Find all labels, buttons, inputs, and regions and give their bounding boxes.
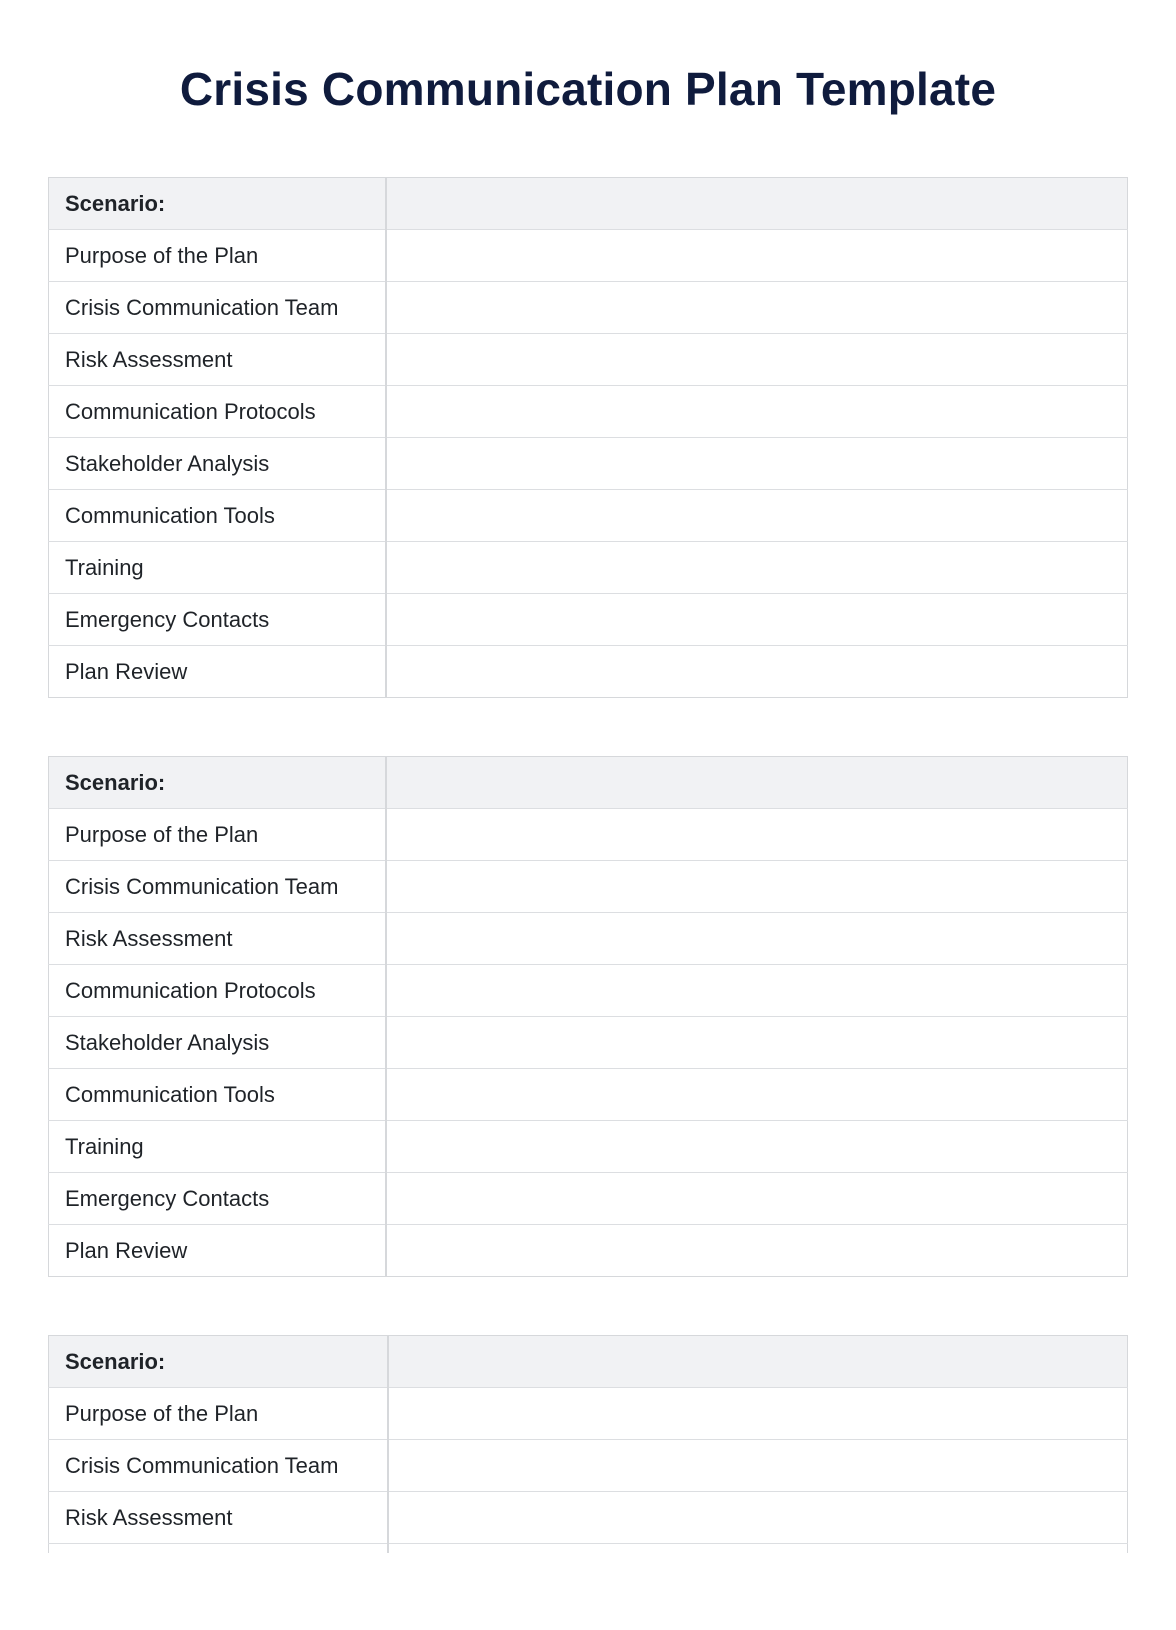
- table-row: [49, 282, 1128, 334]
- row-value-field[interactable]: [388, 1544, 1128, 1554]
- row-value-field[interactable]: [386, 386, 1128, 438]
- row-label: Purpose of the Plan: [49, 230, 386, 282]
- table-row: [49, 1440, 1128, 1492]
- scenario-value-field[interactable]: [386, 757, 1128, 809]
- scenario-label: Scenario:: [49, 1336, 388, 1388]
- row-label: Emergency Contacts: [49, 1173, 386, 1225]
- table-3-clip: [48, 1335, 1130, 1553]
- scenario-table-2: [48, 756, 1128, 1277]
- table-row: [49, 913, 1128, 965]
- scenario-table-1: [48, 177, 1128, 698]
- row-value-field[interactable]: [386, 1173, 1128, 1225]
- row-label: Training: [49, 1121, 386, 1173]
- row-label: Communication Tools: [49, 1069, 386, 1121]
- table-row: [49, 334, 1128, 386]
- row-label: Crisis Communication Team: [49, 1440, 388, 1492]
- row-label: Risk Assessment: [49, 1492, 388, 1544]
- row-value-field[interactable]: [386, 913, 1128, 965]
- row-label: Crisis Communication Team: [49, 282, 386, 334]
- scenario-label: Scenario:: [49, 178, 386, 230]
- row-value-field[interactable]: [388, 1388, 1128, 1440]
- row-label: Communication Tools: [49, 490, 386, 542]
- table-row: [49, 809, 1128, 861]
- row-label: Plan Review: [49, 1225, 386, 1277]
- row-label: [49, 1544, 388, 1554]
- row-value-field[interactable]: [386, 230, 1128, 282]
- row-label: Purpose of the Plan: [49, 1388, 388, 1440]
- table-row: [49, 1173, 1128, 1225]
- row-label: Crisis Communication Team: [49, 861, 386, 913]
- row-value-field[interactable]: [386, 809, 1128, 861]
- table-row: [49, 542, 1128, 594]
- row-value-field[interactable]: [386, 1121, 1128, 1173]
- row-value-field[interactable]: [388, 1440, 1128, 1492]
- table-row: [49, 490, 1128, 542]
- table-row: [49, 386, 1128, 438]
- table-row: [49, 965, 1128, 1017]
- row-label: Risk Assessment: [49, 913, 386, 965]
- row-value-field[interactable]: [386, 490, 1128, 542]
- row-value-field[interactable]: [386, 861, 1128, 913]
- table-row: [49, 1121, 1128, 1173]
- row-value-field[interactable]: [386, 542, 1128, 594]
- scenario-value-field[interactable]: [386, 178, 1128, 230]
- row-value-field[interactable]: [388, 1492, 1128, 1544]
- row-label: Stakeholder Analysis: [49, 438, 386, 490]
- page-title: Crisis Communication Plan Template: [179, 63, 997, 115]
- table-header-row: [49, 1336, 1128, 1388]
- row-value-field[interactable]: [386, 1069, 1128, 1121]
- table-row: [49, 1069, 1128, 1121]
- row-value-field[interactable]: [386, 1017, 1128, 1069]
- table-header-row: [49, 178, 1128, 230]
- scenario-table-3: [48, 1335, 1128, 1553]
- table-row: [49, 438, 1128, 490]
- row-label: Communication Protocols: [49, 965, 386, 1017]
- row-label: Communication Protocols: [49, 386, 386, 438]
- row-label: Plan Review: [49, 646, 386, 698]
- row-value-field[interactable]: [386, 1225, 1128, 1277]
- row-value-field[interactable]: [386, 334, 1128, 386]
- table-header-row: [49, 757, 1128, 809]
- row-value-field[interactable]: [386, 282, 1128, 334]
- table-row: [49, 1225, 1128, 1277]
- scenario-label: Scenario:: [49, 757, 386, 809]
- table-row: [49, 1544, 1128, 1554]
- table-row: [49, 861, 1128, 913]
- table-row: [49, 1492, 1128, 1544]
- row-label: Purpose of the Plan: [49, 809, 386, 861]
- table-row: [49, 230, 1128, 282]
- row-label: Stakeholder Analysis: [49, 1017, 386, 1069]
- row-value-field[interactable]: [386, 965, 1128, 1017]
- table-row: [49, 646, 1128, 698]
- row-label: Risk Assessment: [49, 334, 386, 386]
- row-value-field[interactable]: [386, 594, 1128, 646]
- scenario-value-field[interactable]: [388, 1336, 1128, 1388]
- table-row: [49, 1017, 1128, 1069]
- row-value-field[interactable]: [386, 646, 1128, 698]
- table-row: [49, 1388, 1128, 1440]
- row-label: Emergency Contacts: [49, 594, 386, 646]
- row-label: Training: [49, 542, 386, 594]
- row-value-field[interactable]: [386, 438, 1128, 490]
- table-row: [49, 594, 1128, 646]
